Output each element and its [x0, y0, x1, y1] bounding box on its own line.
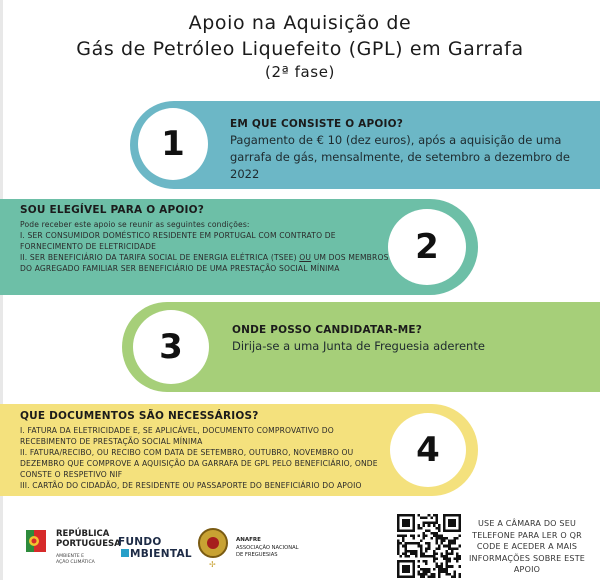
section-1-number: 1 — [138, 108, 208, 180]
qr-code-icon — [397, 514, 461, 578]
republica-sub-1: AMBIENTE E — [56, 554, 85, 559]
poster-title — [0, 10, 600, 82]
section-2-item-2-ou: OU — [299, 253, 312, 262]
section-2-question: SOU ELEGÍVEL PARA O APOIO? — [20, 204, 205, 216]
republica-emblem-icon — [26, 530, 46, 552]
republica-ministry — [56, 554, 95, 565]
section-2-item-2-b: UM DOS MEMBROS DO AGREGADO FAMILIAR SER BENEFICIÁRIO DE UMA PRESTAÇÃO SOCIAL MÍNIMA — [20, 253, 389, 273]
anafre-cross-icon: ✢ — [209, 560, 216, 569]
qr-instructions: USE A CÂMARA DO SEU TELEFONE PARA LER O QR CODE E ACEDER A MAIS INFORMAÇÕES SOBRE ESTE APOIO — [468, 519, 586, 574]
section-4-item-1: I. FATURA DA ELETRICIDADE E, SE APLICÁVEL, DOCUMENTO COMPROVATIVO DO RECEBIMENTO DE PRESTAÇÃO SOCIAL MÍNIMA — [20, 426, 334, 446]
anafre-description — [236, 545, 299, 558]
section-2-text — [20, 204, 390, 274]
republica-portuguesa-logo — [26, 528, 121, 568]
section-1-body: Pagamento de € 10 (dez euros), após a aquisição de uma garrafa de gás, mensalmente, de setembro a dezembro de 2022 — [230, 133, 570, 181]
section-4-item-2: II. FATURA/RECIBO, OU RECIBO COM DATA DE SETEMBRO, OUTUBRO, NOVEMBRO OU DEZEMBRO QUE COMPROVE A AQUISIÇÃO DA GARRAFA DE GPL PELO BENEFICIÁRIO, ONDE CONSTE O RESPETIVO NIF — [20, 448, 378, 479]
republica-line-1: REPÚBLICA — [56, 529, 110, 539]
fundo-line-2-wrap — [121, 548, 198, 560]
anafre-title: ANAFRE — [236, 537, 261, 543]
title-line-1: Apoio na Aquisição de — [188, 12, 412, 34]
republica-line-2: PORTUGUESA — [56, 538, 121, 549]
qr-code[interactable] — [397, 514, 461, 578]
title-line-3: (2ª fase) — [265, 63, 335, 81]
section-4-text — [20, 410, 392, 491]
title-line-2: Gás de Petróleo Liquefeito (GPL) em Garrafa — [76, 38, 524, 60]
anafre-desc-2: DE FREGUESIAS — [236, 551, 278, 558]
anafre-desc-1: ASSOCIAÇÃO NACIONAL — [236, 545, 299, 551]
section-3-text — [232, 324, 592, 355]
anafre-seal-icon — [198, 528, 228, 558]
republica-sub-2: AÇÃO CLIMÁTICA — [56, 559, 95, 565]
section-2-item-1: I. SER CONSUMIDOR DOMÉSTICO RESIDENTE EM PORTUGAL COM CONTRATO DE FORNECIMENTO DE ELETRICIDADE — [20, 231, 336, 251]
anafre-logo — [198, 528, 308, 570]
section-4-item-3: III. CARTÃO DO CIDADÃO, DE RESIDENTE OU PASSAPORTE DO BENEFICIÁRIO DO APOIO — [20, 481, 362, 490]
fundo-ambiental-logo — [118, 536, 198, 564]
section-3-body: Dirija-se a uma Junta de Freguesia aderente — [232, 339, 485, 353]
section-3-number: 3 — [133, 310, 209, 384]
section-2-item-2-a: II. SER BENEFICIÁRIO DA TARIFA SOCIAL DE ENERGIA ELÉTRICA (TSEE) — [20, 253, 300, 262]
fundo-a-mark-icon — [121, 549, 129, 557]
section-4-question: QUE DOCUMENTOS SÃO NECESSÁRIOS? — [20, 410, 259, 422]
section-2-number: 2 — [388, 209, 466, 285]
section-4-number: 4 — [390, 413, 466, 487]
section-3-question: ONDE POSSO CANDIDATAR-ME? — [232, 324, 423, 336]
republica-name — [56, 530, 121, 549]
section-2-intro: Pode receber este apoio se reunir as seguintes condições: — [20, 220, 250, 229]
section-1-text — [230, 118, 590, 183]
section-2-item-2 — [20, 252, 390, 274]
fundo-line-1: FUNDO — [118, 536, 162, 548]
section-1-question: EM QUE CONSISTE O APOIO? — [230, 118, 404, 130]
fundo-line-2: MBIENTAL — [130, 548, 192, 560]
